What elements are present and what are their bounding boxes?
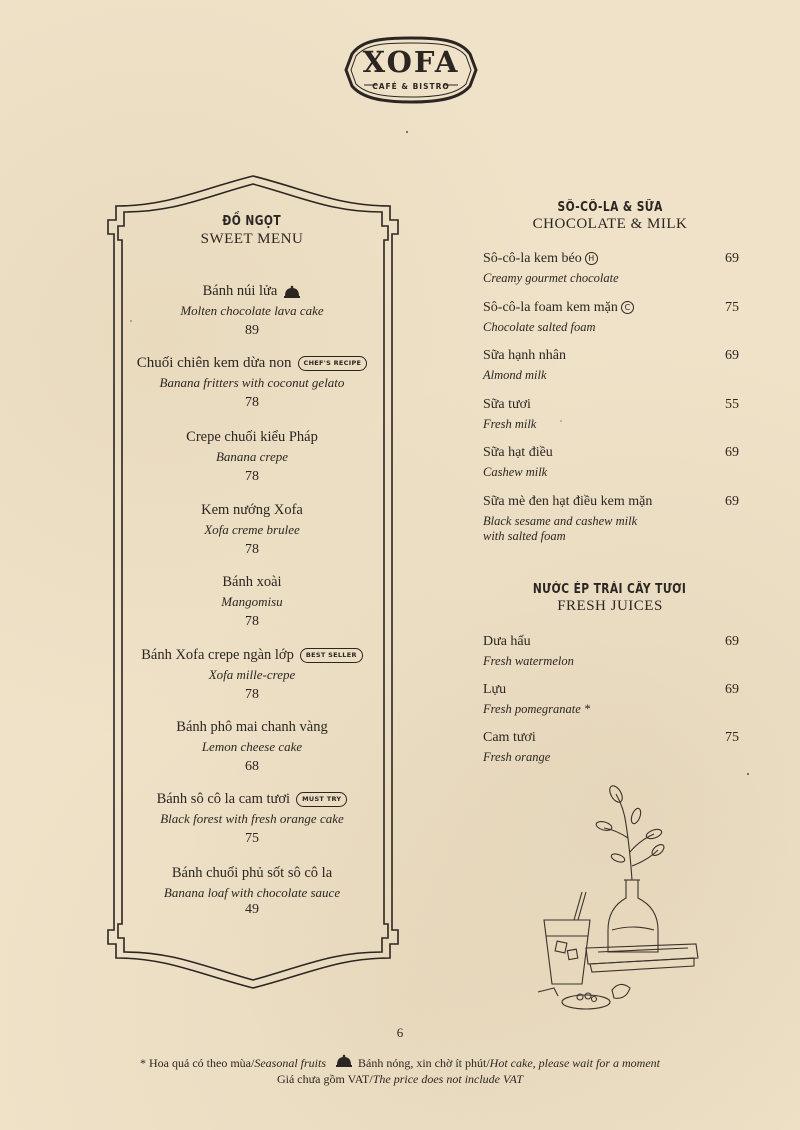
item-name: Cam tươi — [483, 730, 536, 745]
item-price: 69 — [725, 251, 739, 266]
item-name: Sữa mè đen hạt điều kem mặn — [483, 494, 653, 509]
item-price: 69 — [725, 494, 739, 509]
item-description: Banana loaf with chocolate sauce — [163, 885, 341, 900]
item-price: 78 — [245, 614, 259, 629]
chocolate-milk-heading — [482, 196, 738, 233]
item-description: Fresh milk — [483, 417, 537, 431]
item-name: Dưa hấu — [483, 634, 531, 649]
item-name: Sữa hạt điều — [483, 445, 553, 460]
menu-item — [90, 716, 414, 775]
item-description: Xofa creme brulee — [204, 522, 300, 537]
item-name: Sô-cô-la foam kem mặn — [483, 300, 618, 315]
menu-item — [90, 352, 414, 411]
still-life-illustration — [508, 780, 708, 1020]
item-description: Almond milk — [483, 368, 547, 382]
must-try-badge: MUST TRY — [296, 792, 347, 807]
menu-item — [483, 300, 739, 335]
menu-item — [483, 251, 739, 286]
item-name: Bánh phô mai chanh vàng — [176, 719, 328, 735]
menu-item — [90, 788, 414, 847]
menu-item — [483, 682, 739, 717]
item-description: Mangomisu — [221, 594, 283, 609]
hot-cake-note-en: Hot cake, please wait for a moment — [489, 1056, 660, 1070]
item-price: 89 — [245, 323, 259, 338]
item-price: 75 — [725, 300, 739, 315]
item-name: Bánh Xofa crepe ngàn lớp — [141, 647, 294, 663]
item-description: Lemon cheese cake — [201, 739, 303, 754]
item-price: 78 — [245, 395, 259, 410]
brand-logo — [342, 36, 480, 104]
item-name: Sữa tươi — [483, 397, 531, 412]
item-description: Fresh orange — [483, 750, 551, 764]
footer-notes — [0, 1054, 800, 1087]
item-name: Bánh chuối phủ sốt sô cô la — [171, 865, 333, 881]
cold-mark-icon: C — [621, 301, 634, 314]
vat-note-en: The price does not include VAT — [372, 1072, 524, 1086]
item-description: Fresh watermelon — [483, 654, 574, 668]
hot-cake-note-vn: Bánh nóng, xin chờ ít phút/ — [358, 1056, 490, 1070]
vat-note-vn: Giá chưa gồm VAT/ — [276, 1072, 373, 1086]
chefs-recipe-badge: CHEF'S RECIPE — [298, 356, 368, 371]
menu-item — [483, 634, 739, 669]
item-description: Chocolate salted foam — [483, 320, 596, 334]
seasonal-note-vn: * Hoa quả có theo mùa/ — [140, 1056, 255, 1070]
menu-item — [483, 494, 739, 544]
sweet-menu-title-vn: ĐỒ NGỌT — [222, 214, 282, 229]
menu-item — [90, 426, 414, 485]
fresh-juices-title-en: FRESH JUICES — [557, 598, 663, 614]
item-price: 69 — [725, 445, 739, 460]
hot-cake-icon — [335, 1054, 353, 1068]
item-price: 69 — [725, 682, 739, 697]
item-description: Black sesame and cashew milk — [483, 514, 638, 528]
fresh-juices-heading — [482, 578, 738, 615]
chocolate-milk-title-vn: SÔ-CÔ-LA & SỮA — [557, 200, 663, 215]
menu-item — [483, 445, 739, 480]
item-price: 78 — [245, 469, 259, 484]
page-number: 6 — [396, 1025, 404, 1040]
item-description: Banana crepe — [215, 449, 289, 464]
chocolate-milk-title-en: CHOCOLATE & MILK — [532, 216, 688, 232]
item-price: 49 — [245, 902, 259, 917]
hot-mark-icon: H — [585, 252, 598, 265]
item-price: 78 — [245, 687, 259, 702]
menu-item — [90, 862, 414, 918]
best-seller-badge: BEST SELLER — [300, 648, 363, 663]
item-description: Fresh pomegranate * — [483, 702, 591, 716]
item-name: Crepe chuối kiểu Pháp — [186, 429, 318, 445]
item-description: Xofa mille-crepe — [208, 667, 296, 682]
item-name: Kem nướng Xofa — [201, 502, 303, 518]
item-price: 75 — [725, 730, 739, 745]
menu-item — [90, 499, 414, 558]
item-name: Lựu — [483, 682, 507, 697]
brand-name: XOFA — [362, 45, 460, 79]
item-name: Chuối chiên kem dừa non — [136, 355, 292, 371]
menu-item — [483, 397, 739, 432]
item-price: 75 — [245, 831, 259, 846]
menu-item — [483, 348, 739, 383]
item-description: Molten chocolate lava cake — [180, 303, 324, 318]
item-price: 55 — [725, 397, 739, 412]
item-name: Bánh xoài — [222, 574, 282, 590]
item-name: Bánh sô cô la cam tươi — [156, 791, 291, 807]
item-price: 69 — [725, 348, 739, 363]
item-price: 69 — [725, 634, 739, 649]
sweet-menu-title-en: SWEET MENU — [200, 231, 304, 247]
sweet-menu-heading — [78, 210, 426, 248]
item-description: Banana fritters with coconut gelato — [159, 375, 345, 390]
item-price: 68 — [245, 759, 259, 774]
item-description: Creamy gourmet chocolate — [483, 271, 619, 285]
menu-item — [90, 644, 414, 703]
hot-cake-icon — [283, 285, 301, 299]
fresh-juices-title-vn: NƯỚC ÉP TRÁI CÂY TƯƠI — [533, 582, 687, 597]
menu-item — [483, 730, 739, 765]
item-price: 78 — [245, 542, 259, 557]
item-description: Black forest with fresh orange cake — [160, 811, 344, 826]
menu-item — [90, 280, 414, 339]
item-description-cont: with salted foam — [483, 529, 566, 543]
item-description: Cashew milk — [483, 465, 548, 479]
item-name: Sữa hạnh nhân — [483, 348, 567, 363]
item-name: Sô-cô-la kem béo — [483, 251, 582, 266]
item-name: Bánh núi lửa — [202, 283, 278, 299]
brand-tagline: CAFÉ & BISTRO — [372, 82, 450, 91]
menu-item — [90, 571, 414, 630]
seasonal-note-en: Seasonal fruits — [254, 1056, 326, 1070]
